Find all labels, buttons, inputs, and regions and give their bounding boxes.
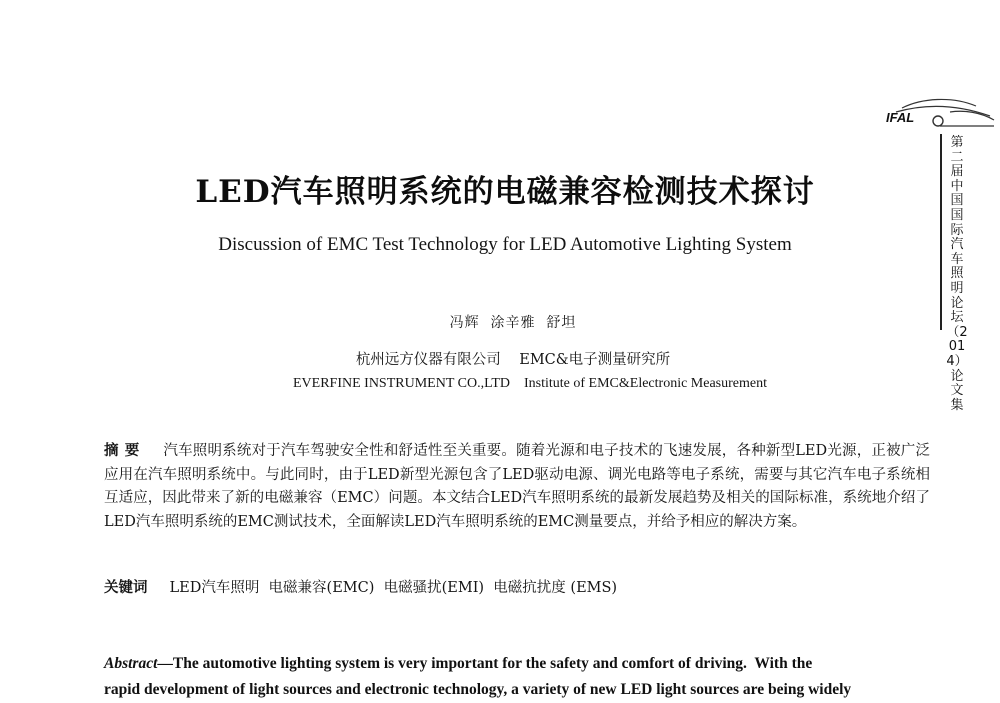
abstract-english-text: —The automotive lighting system is very important for the safety and comfort of driving. With the: [157, 655, 813, 672]
keywords: [104, 576, 930, 597]
header-rule: [940, 134, 942, 330]
ifal-logo: [884, 96, 996, 130]
abstract-label: 摘要: [104, 443, 146, 459]
affiliation-chinese: 杭州远方仪器有限公司 EMC&电子测量研究所: [355, 352, 671, 368]
keywords-label: 关键词: [104, 580, 148, 596]
conference-title-vertical: 第二届中国国际汽车照明论坛（2014）论文集: [946, 135, 968, 413]
authors: 冯辉 涂辛雅 舒坦: [449, 315, 577, 331]
abstract-text: 汽车照明系统对于汽车驾驶安全性和舒适性至关重要。随着光源和电子技术的飞速发展，各种新型LED光源，正被广泛应用在汽车照明系统中。与此同时，由于LED新型光源包含了LED驱动电源、调光电路等电子系统，需要与其它汽车电子系统相互适应，因此带来了新的电磁兼容（EMC）问题。本文结合LED汽车照明系统的最新发展趋势及相关的国际标准，系统地介绍了LED汽车照明系统的EMC测试技术，全面解读LED汽车照明系统的EMC测量要点，并给予相应的解决方案。: [104, 443, 930, 530]
logo-text: IFAL: [886, 110, 915, 125]
abstract-english: [104, 651, 930, 703]
abstract-english-label: Abstract: [104, 655, 158, 672]
affiliation-english: EVERFINE INSTRUMENT CO.,LTD Institute of EMC&Electronic Measurement: [293, 376, 767, 391]
abstract-english-line2: rapid development of light sources and electronic technology, a variety of new LED light sources are being widely: [104, 681, 852, 698]
abstract-chinese: [104, 440, 930, 534]
keywords-text: LED汽车照明 电磁兼容(EMC) 电磁骚扰(EMI) 电磁抗扰度 (EMS): [169, 580, 618, 596]
paper-title: LED汽车照明系统的电磁兼容检测技术探讨: [195, 174, 815, 210]
paper-title-english: Discussion of EMC Test Technology for LED Automotive Lighting System: [218, 234, 792, 255]
